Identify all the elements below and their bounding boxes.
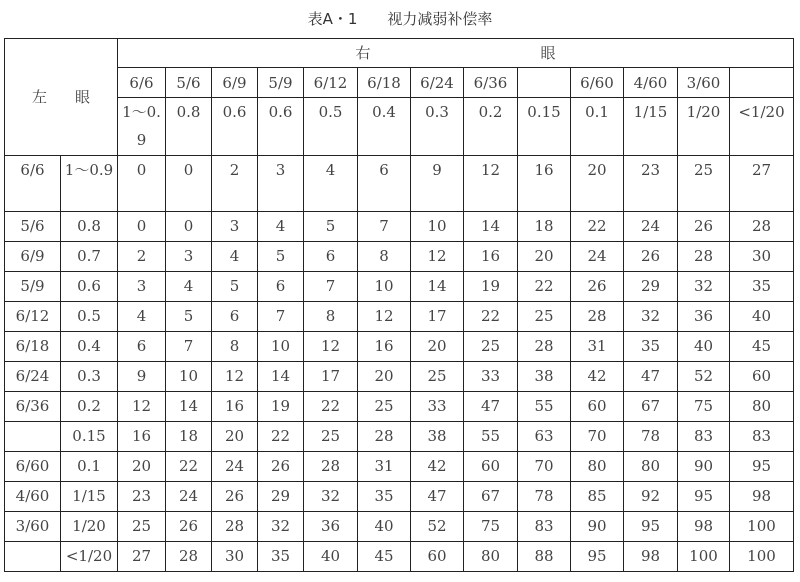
compensation-value-cell: 18 <box>518 212 571 242</box>
compensation-value-cell: 7 <box>258 302 304 332</box>
header-decimal-cell: 0.8 <box>166 98 212 156</box>
left-eye-decimal-cell: 1/15 <box>61 482 118 512</box>
table-row <box>5 542 794 572</box>
compensation-value-cell: 85 <box>571 482 624 512</box>
header-decimal-cell: 0.5 <box>304 98 358 156</box>
compensation-value-cell: 40 <box>304 542 358 572</box>
table-row <box>5 212 794 242</box>
table-row <box>5 452 794 482</box>
header-decimal-cell: 0.3 <box>411 98 464 156</box>
table-row <box>5 392 794 422</box>
compensation-value-cell: 26 <box>571 272 624 302</box>
left-eye-decimal-cell: 0.7 <box>61 242 118 272</box>
compensation-value-cell: 35 <box>624 332 678 362</box>
left-eye-decimal-cell: 0.2 <box>61 392 118 422</box>
compensation-value-cell: 6 <box>212 302 258 332</box>
compensation-value-cell: 4 <box>212 242 258 272</box>
compensation-value-cell: 90 <box>571 512 624 542</box>
compensation-value-cell: 4 <box>258 212 304 242</box>
compensation-value-cell: 55 <box>464 422 518 452</box>
left-eye-fraction-cell <box>5 542 61 572</box>
table-row <box>5 422 794 452</box>
right-eye-label-2: 眼 <box>540 44 556 62</box>
compensation-value-cell: 35 <box>258 542 304 572</box>
compensation-value-cell: 36 <box>304 512 358 542</box>
compensation-value-cell: 45 <box>730 332 794 362</box>
compensation-value-cell: 28 <box>571 302 624 332</box>
compensation-value-cell: 42 <box>571 362 624 392</box>
header-decimal-cell: 0.1 <box>571 98 624 156</box>
compensation-value-cell: 63 <box>518 422 571 452</box>
compensation-value-cell: 25 <box>358 392 411 422</box>
left-eye-fraction-cell: 6/60 <box>5 452 61 482</box>
compensation-value-cell: 28 <box>212 512 258 542</box>
compensation-value-cell: 78 <box>518 482 571 512</box>
compensation-value-cell: 32 <box>678 272 730 302</box>
compensation-value-cell: 32 <box>258 512 304 542</box>
compensation-value-cell: 75 <box>678 392 730 422</box>
compensation-value-cell: 12 <box>304 332 358 362</box>
compensation-value-cell: 32 <box>624 302 678 332</box>
header-fraction-cell: 5/6 <box>166 68 212 98</box>
compensation-value-cell: 24 <box>571 242 624 272</box>
table-row <box>5 332 794 362</box>
compensation-value-cell: 92 <box>624 482 678 512</box>
compensation-value-cell: 5 <box>212 272 258 302</box>
compensation-value-cell: 25 <box>304 422 358 452</box>
compensation-value-cell: 20 <box>212 422 258 452</box>
table-row <box>5 482 794 512</box>
compensation-value-cell: 9 <box>411 156 464 212</box>
compensation-value-cell: 24 <box>624 212 678 242</box>
compensation-value-cell: 80 <box>624 452 678 482</box>
compensation-value-cell: 26 <box>258 452 304 482</box>
compensation-value-cell: 18 <box>166 422 212 452</box>
compensation-value-cell: 32 <box>304 482 358 512</box>
left-eye-decimal-cell: 0.1 <box>61 452 118 482</box>
compensation-value-cell: 80 <box>730 392 794 422</box>
compensation-value-cell: 24 <box>166 482 212 512</box>
compensation-value-cell: 26 <box>166 512 212 542</box>
compensation-value-cell: 95 <box>678 482 730 512</box>
compensation-value-cell: 9 <box>118 362 166 392</box>
compensation-value-cell: 23 <box>118 482 166 512</box>
compensation-value-cell: 95 <box>624 512 678 542</box>
header-decimal-cell: <1/20 <box>730 98 794 156</box>
left-eye-decimal-cell: 0.3 <box>61 362 118 392</box>
left-eye-fraction-cell: 5/9 <box>5 272 61 302</box>
compensation-value-cell: 27 <box>730 156 794 212</box>
right-eye-header <box>118 39 794 68</box>
compensation-value-cell: 5 <box>166 302 212 332</box>
compensation-value-cell: 30 <box>212 542 258 572</box>
compensation-value-cell: 16 <box>212 392 258 422</box>
table-title: 表A・1 视力减弱补偿率 <box>307 10 493 28</box>
compensation-value-cell: 20 <box>411 332 464 362</box>
compensation-value-cell: 100 <box>730 512 794 542</box>
compensation-value-cell: 52 <box>411 512 464 542</box>
compensation-value-cell: 26 <box>624 242 678 272</box>
compensation-value-cell: 6 <box>258 272 304 302</box>
compensation-value-cell: 52 <box>678 362 730 392</box>
left-eye-decimal-cell: 0.4 <box>61 332 118 362</box>
compensation-value-cell: 25 <box>678 156 730 212</box>
left-eye-fraction-cell: 6/12 <box>5 302 61 332</box>
right-eye-label-1: 右 <box>355 44 371 62</box>
compensation-value-cell: 26 <box>212 482 258 512</box>
compensation-value-cell: 14 <box>464 212 518 242</box>
compensation-value-cell: 60 <box>411 542 464 572</box>
left-eye-decimal-cell: 0.15 <box>61 422 118 452</box>
compensation-value-cell: 100 <box>678 542 730 572</box>
compensation-value-cell: 14 <box>411 272 464 302</box>
compensation-value-cell: 16 <box>518 156 571 212</box>
compensation-value-cell: 3 <box>258 156 304 212</box>
compensation-value-cell: 14 <box>166 392 212 422</box>
compensation-value-cell: 98 <box>730 482 794 512</box>
compensation-value-cell: 83 <box>730 422 794 452</box>
compensation-value-cell: 36 <box>678 302 730 332</box>
compensation-value-cell: 8 <box>212 332 258 362</box>
header-decimal-cell: 1～0.9 <box>118 98 166 156</box>
header-fraction-cell: 6/12 <box>304 68 358 98</box>
compensation-value-cell: 7 <box>166 332 212 362</box>
compensation-value-cell: 25 <box>411 362 464 392</box>
compensation-value-cell: 20 <box>518 242 571 272</box>
compensation-value-cell: 80 <box>464 542 518 572</box>
compensation-value-cell: 4 <box>166 272 212 302</box>
left-eye-fraction-cell: 6/24 <box>5 362 61 392</box>
compensation-value-cell: 10 <box>166 362 212 392</box>
compensation-value-cell: 16 <box>464 242 518 272</box>
compensation-value-cell: 28 <box>304 452 358 482</box>
compensation-value-cell: 98 <box>624 542 678 572</box>
compensation-value-cell: 35 <box>730 272 794 302</box>
compensation-value-cell: 27 <box>118 542 166 572</box>
compensation-value-cell: 14 <box>258 362 304 392</box>
compensation-value-cell: 95 <box>571 542 624 572</box>
left-eye-fraction-cell: 6/9 <box>5 242 61 272</box>
compensation-value-cell: 20 <box>118 452 166 482</box>
compensation-value-cell: 29 <box>624 272 678 302</box>
compensation-value-cell: 38 <box>411 422 464 452</box>
compensation-value-cell: 4 <box>118 302 166 332</box>
compensation-value-cell: 98 <box>678 512 730 542</box>
compensation-value-cell: 88 <box>518 542 571 572</box>
left-eye-label-1: 左 <box>31 88 47 106</box>
compensation-value-cell: 47 <box>411 482 464 512</box>
compensation-value-cell: 19 <box>464 272 518 302</box>
compensation-value-cell: 35 <box>358 482 411 512</box>
compensation-value-cell: 24 <box>212 452 258 482</box>
header-fraction-cell <box>518 68 571 98</box>
compensation-value-cell: 38 <box>518 362 571 392</box>
compensation-value-cell: 60 <box>730 362 794 392</box>
compensation-value-cell: 22 <box>518 272 571 302</box>
compensation-value-cell: 28 <box>518 332 571 362</box>
header-fraction-cell: 6/36 <box>464 68 518 98</box>
table-row <box>5 512 794 542</box>
compensation-value-cell: 22 <box>464 302 518 332</box>
left-eye-fraction-cell: 4/60 <box>5 482 61 512</box>
header-fraction-cell: 6/6 <box>118 68 166 98</box>
compensation-value-cell: 33 <box>411 392 464 422</box>
compensation-value-cell: 12 <box>212 362 258 392</box>
compensation-value-cell: 4 <box>304 156 358 212</box>
compensation-value-cell: 12 <box>118 392 166 422</box>
compensation-value-cell: 26 <box>678 212 730 242</box>
header-row-decimal <box>5 98 794 156</box>
compensation-value-cell: 29 <box>258 482 304 512</box>
header-fraction-cell: 6/18 <box>358 68 411 98</box>
compensation-value-cell: 8 <box>358 242 411 272</box>
header-fraction-cell: 5/9 <box>258 68 304 98</box>
compensation-value-cell: 23 <box>624 156 678 212</box>
compensation-value-cell: 7 <box>304 272 358 302</box>
left-eye-decimal-cell: 1～0.9 <box>61 156 118 212</box>
compensation-value-cell: 60 <box>464 452 518 482</box>
header-fraction-cell: 3/60 <box>678 68 730 98</box>
left-eye-decimal-cell: 1/20 <box>61 512 118 542</box>
header-decimal-cell: 1/20 <box>678 98 730 156</box>
left-eye-decimal-cell: 0.5 <box>61 302 118 332</box>
compensation-value-cell: 47 <box>464 392 518 422</box>
header-fraction-cell: 6/9 <box>212 68 258 98</box>
compensation-value-cell: 8 <box>304 302 358 332</box>
compensation-value-cell: 70 <box>518 452 571 482</box>
header-fraction-cell: 6/60 <box>571 68 624 98</box>
compensation-value-cell: 25 <box>464 332 518 362</box>
vision-compensation-table <box>4 38 794 572</box>
compensation-value-cell: 5 <box>304 212 358 242</box>
compensation-value-cell: 2 <box>118 242 166 272</box>
left-eye-fraction-cell: 6/36 <box>5 392 61 422</box>
compensation-value-cell: 5 <box>258 242 304 272</box>
compensation-value-cell: 47 <box>624 362 678 392</box>
header-decimal-cell: 0.4 <box>358 98 411 156</box>
compensation-value-cell: 33 <box>464 362 518 392</box>
left-eye-fraction-cell: 3/60 <box>5 512 61 542</box>
compensation-value-cell: 31 <box>358 452 411 482</box>
header-fraction-cell: 6/24 <box>411 68 464 98</box>
compensation-value-cell: 3 <box>212 212 258 242</box>
header-decimal-cell: 0.2 <box>464 98 518 156</box>
header-fraction-cell <box>730 68 794 98</box>
compensation-value-cell: 70 <box>571 422 624 452</box>
header-decimal-cell: 1/15 <box>624 98 678 156</box>
compensation-value-cell: 7 <box>358 212 411 242</box>
compensation-value-cell: 10 <box>358 272 411 302</box>
compensation-value-cell: 6 <box>118 332 166 362</box>
table-row <box>5 156 794 212</box>
compensation-value-cell: 60 <box>571 392 624 422</box>
table-row <box>5 362 794 392</box>
left-eye-fraction-cell: 6/6 <box>5 156 61 212</box>
compensation-value-cell: 25 <box>518 302 571 332</box>
left-eye-fraction-cell <box>5 422 61 452</box>
header-decimal-cell: 0.6 <box>258 98 304 156</box>
compensation-value-cell: 67 <box>464 482 518 512</box>
compensation-value-cell: 78 <box>624 422 678 452</box>
compensation-value-cell: 3 <box>118 272 166 302</box>
compensation-value-cell: 100 <box>730 542 794 572</box>
left-eye-decimal-cell: 0.6 <box>61 272 118 302</box>
compensation-value-cell: 22 <box>166 452 212 482</box>
header-row-fraction <box>5 68 794 98</box>
left-eye-fraction-cell: 5/6 <box>5 212 61 242</box>
compensation-value-cell: 10 <box>411 212 464 242</box>
compensation-value-cell: 20 <box>358 362 411 392</box>
left-eye-decimal-cell: <1/20 <box>61 542 118 572</box>
compensation-value-cell: 67 <box>624 392 678 422</box>
compensation-value-cell: 12 <box>358 302 411 332</box>
compensation-value-cell: 83 <box>518 512 571 542</box>
compensation-value-cell: 19 <box>258 392 304 422</box>
compensation-value-cell: 6 <box>358 156 411 212</box>
compensation-value-cell: 83 <box>678 422 730 452</box>
compensation-value-cell: 28 <box>166 542 212 572</box>
compensation-value-cell: 3 <box>166 242 212 272</box>
compensation-value-cell: 40 <box>358 512 411 542</box>
compensation-value-cell: 28 <box>678 242 730 272</box>
compensation-value-cell: 28 <box>358 422 411 452</box>
compensation-value-cell: 0 <box>118 156 166 212</box>
compensation-value-cell: 42 <box>411 452 464 482</box>
compensation-value-cell: 90 <box>678 452 730 482</box>
compensation-value-cell: 10 <box>258 332 304 362</box>
header-decimal-cell: 0.15 <box>518 98 571 156</box>
header-row-right-eye <box>5 39 794 68</box>
left-eye-label-2: 眼 <box>75 88 91 106</box>
compensation-value-cell: 22 <box>304 392 358 422</box>
compensation-value-cell: 40 <box>678 332 730 362</box>
compensation-value-cell: 2 <box>212 156 258 212</box>
left-eye-header <box>5 39 118 156</box>
compensation-value-cell: 16 <box>358 332 411 362</box>
compensation-value-cell: 28 <box>730 212 794 242</box>
compensation-value-cell: 0 <box>118 212 166 242</box>
compensation-value-cell: 80 <box>571 452 624 482</box>
compensation-value-cell: 75 <box>464 512 518 542</box>
table-row <box>5 242 794 272</box>
header-fraction-cell: 4/60 <box>624 68 678 98</box>
compensation-value-cell: 16 <box>118 422 166 452</box>
compensation-value-cell: 45 <box>358 542 411 572</box>
compensation-value-cell: 17 <box>411 302 464 332</box>
compensation-value-cell: 30 <box>730 242 794 272</box>
table-row <box>5 302 794 332</box>
compensation-value-cell: 22 <box>571 212 624 242</box>
compensation-value-cell: 12 <box>411 242 464 272</box>
compensation-value-cell: 12 <box>464 156 518 212</box>
compensation-value-cell: 0 <box>166 212 212 242</box>
compensation-value-cell: 25 <box>118 512 166 542</box>
compensation-value-cell: 20 <box>571 156 624 212</box>
left-eye-decimal-cell: 0.8 <box>61 212 118 242</box>
header-decimal-cell: 0.6 <box>212 98 258 156</box>
left-eye-fraction-cell: 6/18 <box>5 332 61 362</box>
compensation-value-cell: 95 <box>730 452 794 482</box>
compensation-value-cell: 55 <box>518 392 571 422</box>
compensation-value-cell: 22 <box>258 422 304 452</box>
compensation-value-cell: 6 <box>304 242 358 272</box>
compensation-value-cell: 40 <box>730 302 794 332</box>
compensation-value-cell: 0 <box>166 156 212 212</box>
table-row <box>5 272 794 302</box>
compensation-value-cell: 17 <box>304 362 358 392</box>
compensation-value-cell: 31 <box>571 332 624 362</box>
